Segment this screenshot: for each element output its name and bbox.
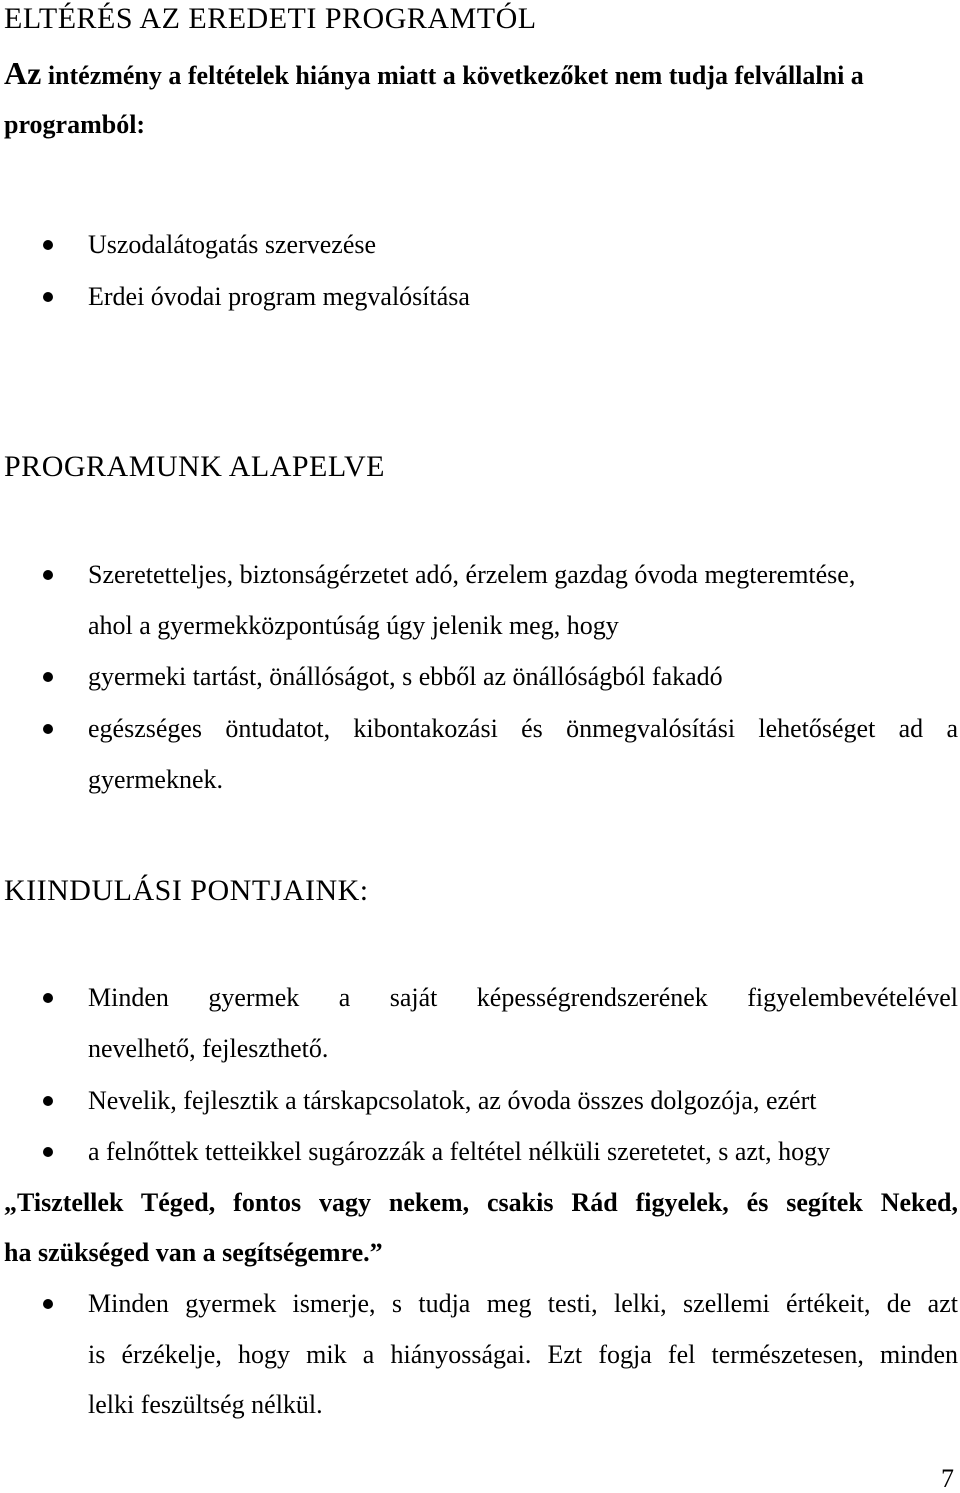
list-item: [0, 282, 960, 312]
bullet-icon: [43, 724, 53, 734]
list-item-text: Nevelik, fejlesztik a társkapcsolatok, az óvoda összes dolgozója, ezért: [88, 1086, 817, 1115]
list-item-continuation: [0, 611, 960, 641]
list-item-continuation: [0, 765, 960, 795]
bullet-icon: [43, 292, 53, 302]
list-item: [0, 1137, 960, 1167]
list-item-text: Minden gyermek a saját képességrendszerének figyelembevételével: [88, 983, 958, 1012]
bullet-icon: [43, 240, 53, 250]
heading-eltérés: ELTÉRÉS AZ EREDETI PROGRAMTÓL: [4, 2, 537, 35]
heading-programunk-alapelve: PROGRAMUNK ALAPELVE: [4, 450, 385, 483]
list-item-text: is érzékelje, hogy mik a hiányosságai. Ezt fogja fel természetesen, minden: [88, 1340, 958, 1369]
list-item: [0, 560, 960, 590]
list-item: [0, 662, 960, 692]
intro-rest: intézmény a feltételek hiánya miatt a következőket nem tudja felvállalni a: [41, 61, 864, 90]
list-item: [0, 1289, 960, 1319]
list-item-text: Minden gyermek ismerje, s tudja meg testi, lelki, szellemi értékeit, de azt: [88, 1289, 958, 1318]
quote-line-1: „Tisztellek Téged, fontos vagy nekem, csakis Rád figyelek, és segítek Neked,: [4, 1188, 958, 1217]
bullet-icon: [43, 993, 53, 1003]
list-item-text: egészséges öntudatot, kibontakozási és önmegvalósítási lehetőséget ad a: [88, 714, 958, 743]
list-item-text: a felnőttek tetteikkel sugározzák a feltétel nélküli szeretetet, s azt, hogy: [88, 1137, 831, 1166]
bullet-icon: [43, 1096, 53, 1106]
list-item-text: Erdei óvodai program megvalósítása: [88, 282, 470, 311]
list-item-continuation: [0, 1340, 960, 1370]
list-item: [0, 983, 960, 1013]
list-item-text: gyermeknek.: [88, 765, 224, 794]
list-item-text: Szeretetteljes, biztonságérzetet adó, érzelem gazdag óvoda megteremtése,: [88, 560, 856, 589]
list-item-text: lelki feszültség nélkül.: [88, 1390, 323, 1419]
list-item: [0, 714, 960, 744]
list-item-text: Uszodalátogatás szervezése: [88, 230, 377, 259]
list-item-text: nevelhető, fejleszthető.: [88, 1034, 329, 1063]
heading-kiindulasi-pontjaink: KIINDULÁSI PONTJAINK:: [4, 874, 369, 907]
list-item-text: ahol a gyermekközpontúság úgy jelenik meg, hogy: [88, 611, 619, 640]
list-item-continuation: [0, 1034, 960, 1064]
bullet-icon: [43, 672, 53, 682]
quote-line-2: ha szükséged van a segítségemre.”: [4, 1238, 383, 1267]
list-item: [0, 1086, 960, 1116]
intro-line-2: programból:: [4, 110, 146, 139]
bullet-icon: [43, 1147, 53, 1157]
list-item-text: gyermeki tartást, önállóságot, s ebből az önállóságból fakadó: [88, 662, 723, 691]
intro-line-1: [4, 55, 864, 91]
intro-first-word: Az: [4, 55, 42, 91]
list-item-continuation: [0, 1390, 960, 1420]
page-number: 7: [941, 1464, 954, 1493]
bullet-icon: [43, 1299, 53, 1309]
list-item: [0, 230, 960, 260]
bullet-icon: [43, 570, 53, 580]
